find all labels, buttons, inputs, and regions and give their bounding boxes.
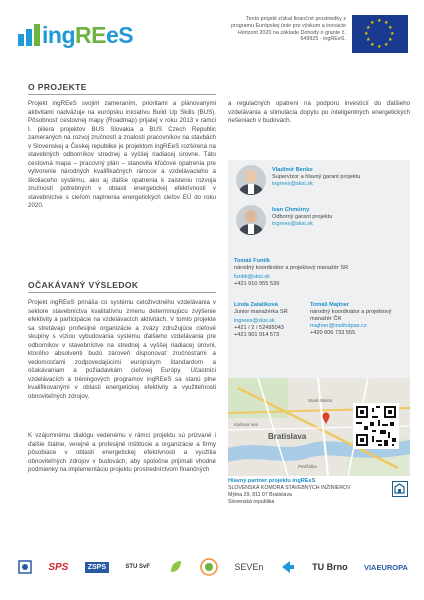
contact-name: Ivan Chmúrny	[272, 207, 310, 213]
team-phone: +420 606 733 555	[310, 330, 356, 336]
partner-logo: STU SvF	[125, 563, 151, 570]
map-district-label: Staré Mesto	[308, 398, 333, 403]
sps-logo-icon	[18, 560, 32, 574]
team-email-link[interactable]: ingrees@sksi.sk	[234, 318, 275, 324]
arrow-logo-icon	[280, 559, 296, 575]
map-district-label: Karlova Ves	[234, 422, 259, 427]
ingrees-logo	[18, 24, 133, 46]
coordinator-phone: +421 910 955 539	[234, 281, 280, 287]
contact-email-link[interactable]: ingrees@sksi.sk	[272, 181, 313, 187]
team-contact	[234, 302, 312, 339]
team-role: Junior manažérka SR	[234, 309, 288, 315]
section-title-about: O PROJEKTE	[28, 82, 87, 92]
coordinator-contact	[234, 258, 404, 288]
expected-paragraph-1: Projekt ingREeS prináša co systému celoživotného vzdelávania v sektore stavebníctva kvalitatívnu zmenu determinujúcu zvýšenie efektivity a participácie na vzdelávacích aktivitách. V tomto projekte sa stretávajú profesijné organizácie a zväzy združujúce cieľové skupiny s víziou vybudovania systému ďalšieho vzdelávania pre odborníkov v stavebníctve na strednej a vyššej riadiacej úrovni, ktorého absolventi budú zároveň disponovať zručnosťami a vedomosťami zodpovedajúcimi európskym štandardom a očakávaniam a požiadavkám cieľovej Európy. Účastníci vzdelávacích a tréningových programov ingREeS sa stanú plne kvalifikovanými v oblasti energetickej efektivity a využiteľnosti obnoviteľných zdrojov.	[28, 299, 216, 400]
funding-statement: Tento projekt získal finančné prostriedky z programu Európskej únie pre výskum a inovácie Horizont 2020 na základe Dohody o grante č. 649925 - ingREeS.	[230, 16, 346, 43]
partner-title: Hlavný partner projektu ingREeS	[228, 478, 316, 484]
about-paragraph-1: Projekt ingREeS svojim zameraním, prioritami a plánovanými aktivitami nadväzuje na európsku iniciatívu Build Up Skills (BUS). Pôsobnosť cestovnej mapy (Roadmap) prijatej v roku 2013 v rámci I. piliera projektov BUS Slovakia a BUS Czech Republic zameraných na rozvoj zručností a znalostí pracovníkov na stavbách v Slovenskej a Českej republike je projektom ingREeS rozšírená na stavebných odborníkov strednej a vyššej riadiacej úrovne. Táto cestovná mapa – pracovný plán – stanovila kľúčové opatrenia pre vytvorenie národných kvalifikačných rámcov a vzdelávacieho a školiaceho systému, ako aj ďalšie opatrenia k zaisteniu rozvoja zručností potrebných v oblasti energetickej efektívnosti v stavebníctve s cieľom naplnenia energetických cieľov EÚ do roku 2020.	[28, 100, 216, 209]
header	[0, 0, 424, 70]
partner-logo	[280, 559, 296, 575]
title-rule	[28, 94, 216, 95]
contact-email-link[interactable]: ingrees@sksi.sk	[272, 221, 313, 227]
partner-logo-icon	[392, 481, 408, 497]
team-name: Tomáš Majtner	[310, 302, 350, 308]
partner-logo: SPS	[48, 561, 69, 573]
partner-logo: ZSPS	[85, 562, 109, 573]
team-phone: +421 / 2 / 52495043	[234, 325, 284, 331]
leaf-logo-icon	[168, 559, 184, 575]
logo-text: ingREeS	[42, 22, 134, 48]
logo-mark-icon	[18, 24, 40, 46]
team-name: Linda Zatalíková	[234, 302, 278, 308]
avatar	[236, 165, 266, 195]
map-city-label: Bratislava	[268, 432, 307, 441]
eu-flag-icon: ★ ★ ★ ★ ★ ★ ★ ★ ★ ★ ★ ★	[352, 15, 408, 53]
team-email-link[interactable]: majtner@institutpas.cz	[310, 323, 367, 329]
partner-country: Slovenská republika	[228, 499, 275, 505]
partner-logo: TU Brno	[312, 562, 348, 572]
main-partner	[228, 478, 410, 508]
coordinator-email-link[interactable]: funtik@sksi.sk	[234, 274, 270, 280]
qr-code-icon[interactable]	[353, 403, 399, 449]
circle-logo-icon	[200, 558, 218, 576]
team-phone: +421 901 914 573	[234, 332, 280, 338]
about-paragraph-2: a regulačných opatrení na podporu investícií do ďalšieho vzdelávania a stimulácia dopytu po inteligentných energetických riešeniach v budovách.	[228, 100, 410, 124]
contact-role: Supervízor a hlavný garant projektu	[272, 174, 361, 180]
expected-paragraph-2: K vzájomnému dialógu vedenému v rámci projektu sú prizvané i ďalšie štátne, verejné a profesijné inštitúcie a organizácie a firmy pôsobiace v oblasti energetickej efektívnosti a využitia obnoviteľných zdrojov v budovách, aby spoločne prijímali vhodné podmienky na implementáciu projektu prostredníctvom finančných	[28, 432, 216, 473]
avatar	[236, 205, 266, 235]
coordinator-role: národný koordinátor a projektový manažér SR	[234, 265, 349, 271]
section-title-expected: OČAKÁVANÝ VÝSLEDOK	[28, 280, 139, 290]
footer-partner-logos	[18, 552, 408, 582]
title-rule	[28, 292, 216, 293]
partner-logo	[168, 559, 184, 575]
team-role: národný koordinátor a projektový manažér ČR	[310, 309, 392, 322]
team-contact	[310, 302, 406, 337]
partner-logo: VIAEUROPA	[363, 562, 408, 572]
partner-logo	[200, 558, 218, 576]
partner-org: SLOVENSKÁ KOMORA STAVEBNÝCH INŽINIEROV	[228, 485, 351, 491]
partner-street: Mýtna 29, 811 07 Bratislava	[228, 492, 292, 498]
map-district-label: Petržalka	[298, 464, 317, 469]
contact-name: Vladimír Benko	[272, 167, 313, 173]
partner-logo: SEVEn	[234, 562, 264, 572]
contact-role: Odborný garant projektu	[272, 214, 333, 220]
coordinator-name: Tomáš Funtík	[234, 258, 270, 264]
partner-logo	[18, 560, 32, 574]
